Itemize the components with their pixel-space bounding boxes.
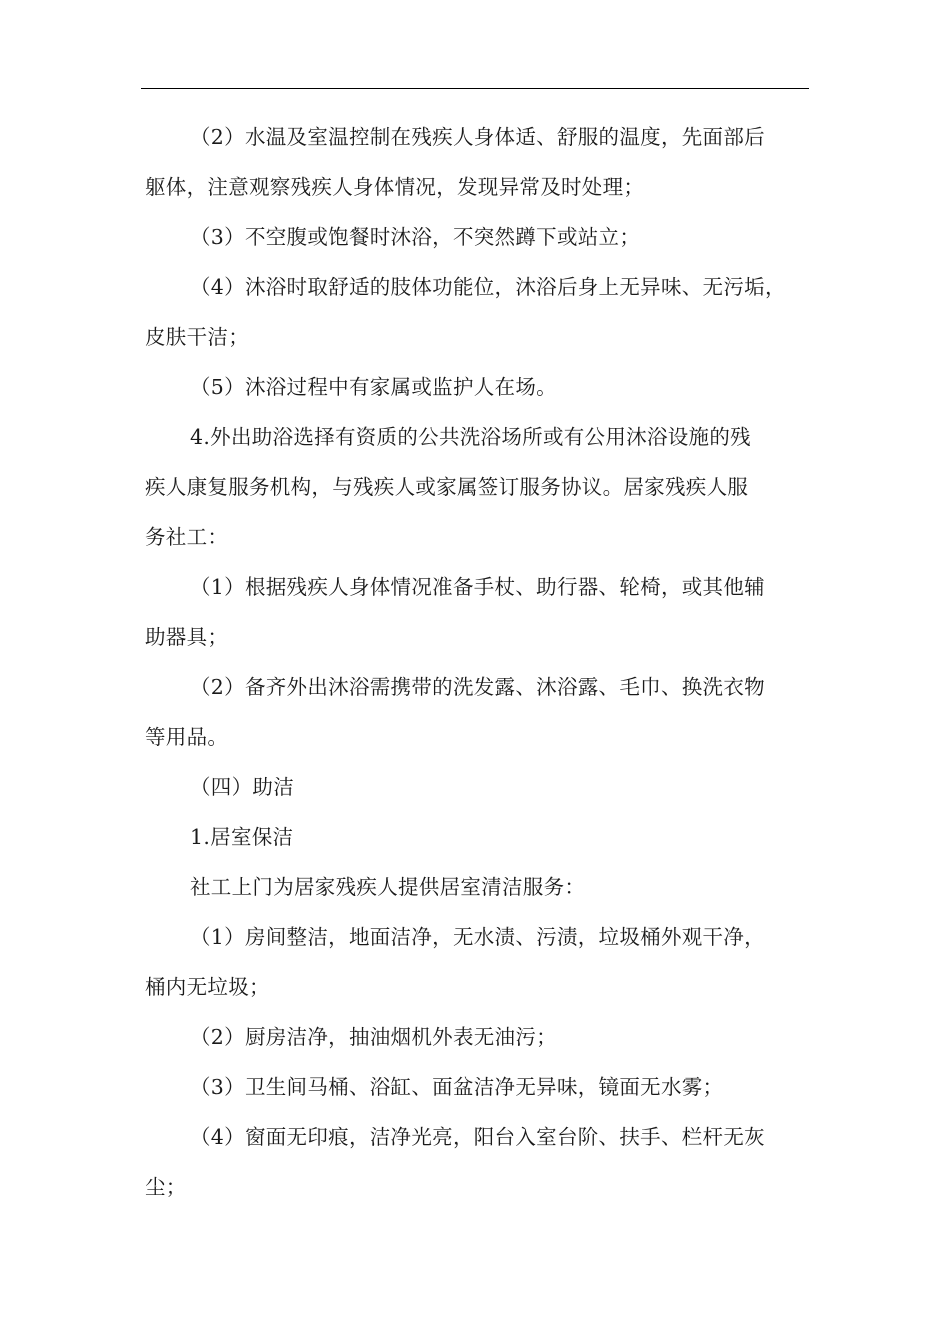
text-line: （3）卫生间马桶、浴缸、面盆洁净无异味，镜面无水雾；: [190, 1075, 724, 1099]
text-line: （1）房间整洁，地面洁净，无水渍、污渍，垃圾桶外观干净，: [190, 925, 765, 949]
text-line: （4）沐浴时取舒适的肢体功能位，沐浴后身上无异味、无污垢，: [190, 275, 786, 299]
text-line: 社工上门为居家残疾人提供居室清洁服务：: [190, 875, 586, 899]
text-line: （2）备齐外出沐浴需携带的洗发露、沐浴露、毛巾、换洗衣物: [190, 675, 765, 699]
text-line: 等用品。: [145, 725, 229, 749]
document-body: [145, 112, 820, 1212]
text-line: 桶内无垃圾；: [145, 975, 270, 999]
section-heading: （四）助洁: [190, 775, 294, 799]
text-line: （4）窗面无印痕，洁净光亮，阳台入室台阶、扶手、栏杆无灰: [190, 1125, 765, 1149]
text-line: （3）不空腹或饱餐时沐浴，不突然蹲下或站立；: [190, 225, 641, 249]
text-line: 疾人康复服务机构，与残疾人或家属签订服务协议。居家残疾人服: [145, 475, 749, 499]
text-line: （2）水温及室温控制在残疾人身体适、舒服的温度，先面部后: [190, 125, 765, 149]
text-line: （5）沐浴过程中有家属或监护人在场。: [190, 375, 557, 399]
text-line: 尘；: [145, 1175, 187, 1199]
text-line: 皮肤干洁；: [145, 325, 249, 349]
text-line: （2）厨房洁净，抽油烟机外表无油污；: [190, 1025, 557, 1049]
text-line: 躯体，注意观察残疾人身体情况，发现异常及时处理；: [145, 175, 645, 199]
subsection-heading: 1.居室保洁: [190, 825, 294, 849]
header-rule: [141, 88, 809, 89]
text-line: 务社工：: [145, 525, 229, 549]
text-line: （1）根据残疾人身体情况准备手杖、助行器、轮椅，或其他辅: [190, 575, 765, 599]
text-line: 4.外出助浴选择有资质的公共洗浴场所或有公用沐浴设施的残: [190, 425, 751, 449]
text-line: 助器具；: [145, 625, 229, 649]
